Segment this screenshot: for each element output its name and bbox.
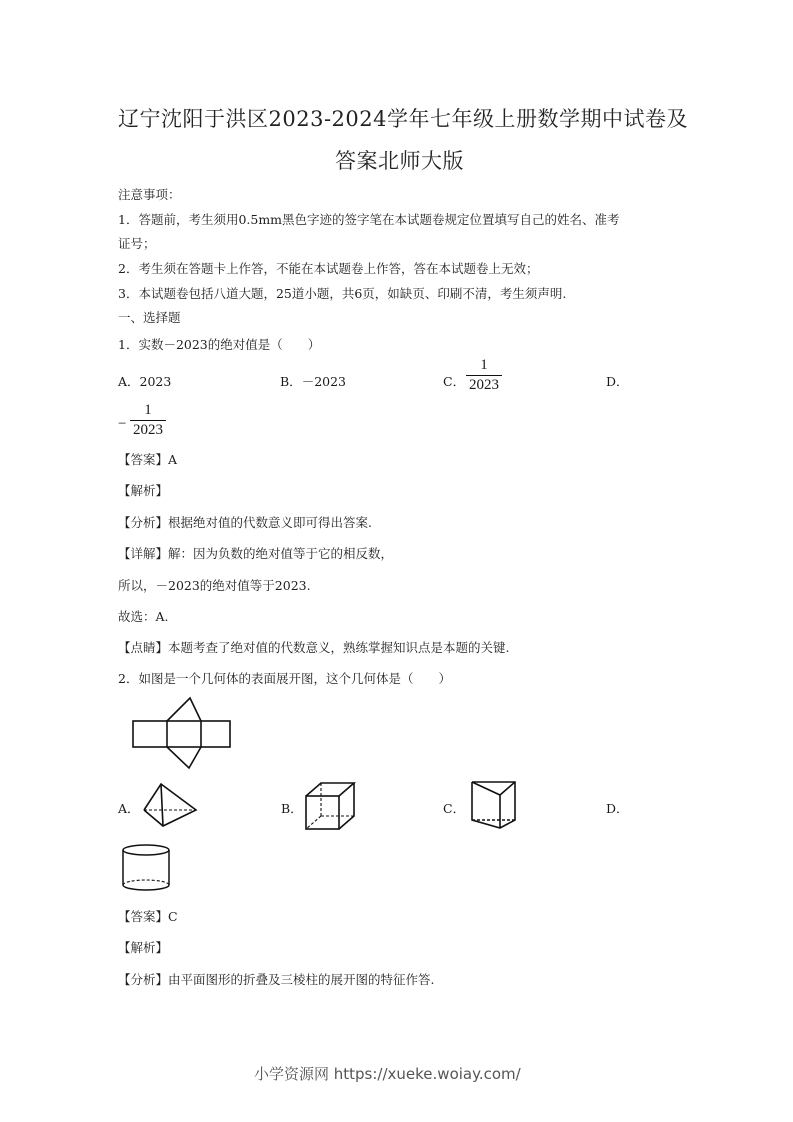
option-value: －2023	[301, 374, 346, 389]
notice-item-1: 1．答题前，考生须用0.5mm黑色字迹的签字笔在本试题卷规定位置填写自己的姓名、准考	[118, 212, 620, 227]
notice-item-1-cont: 证号；	[118, 236, 156, 251]
q1-option-c-label: C．	[443, 374, 466, 389]
q1-dianjing: 【点睛】本题考查了绝对值的代数意义，熟练掌握知识点是本题的关键.	[118, 640, 510, 655]
numerator: 1	[480, 357, 488, 373]
notice-item-2: 2．考生须在答题卡上作答，不能在本试题卷上作答，答在本试题卷上无效；	[118, 261, 539, 276]
q1-analysis-heading: 【解析】	[118, 483, 169, 498]
net-figure-icon	[130, 695, 235, 775]
footer-watermark: 小学资源网 https://xueke.woiay.com/	[254, 1065, 521, 1083]
q2-answer: 【答案】C	[118, 909, 178, 924]
q1-choice: 故选：A.	[118, 609, 169, 624]
q2-option-b-label: B．	[281, 801, 303, 816]
q1-option-d-fraction	[130, 402, 166, 439]
q1-fenxi: 【分析】根据绝对值的代数意义即可得出答案.	[118, 515, 372, 530]
denominator: 2023	[469, 377, 499, 393]
q2-analysis-heading: 【解析】	[118, 940, 169, 955]
numerator: 1	[144, 402, 152, 418]
document-title-line1: 辽宁沈阳于洪区2023-2024学年七年级上册数学期中试卷及	[118, 107, 688, 131]
triangular-prism-icon	[470, 780, 518, 830]
document-title-line2: 答案北师大版	[335, 149, 464, 173]
q2-option-d-label: D．	[606, 801, 629, 816]
option-label: A．	[118, 374, 140, 389]
q1-option-d-sign: −	[118, 416, 127, 432]
q1-solution-line: 所以，－2023的绝对值等于2023.	[118, 578, 311, 593]
q1-option-d-label: D．	[606, 374, 629, 389]
q2-option-a-label: A．	[118, 801, 140, 816]
notice-item-3: 3．本试题卷包括八道大题，25道小题，共6页，如缺页、印刷不清，考生须声明.	[118, 286, 567, 301]
q1-option-c-fraction	[466, 357, 502, 394]
q1-option-a	[118, 372, 171, 390]
fraction-bar	[466, 375, 502, 376]
denominator: 2023	[133, 422, 163, 438]
q1-xiangjie: 【详解】解：因为负数的绝对值等于它的相反数，	[118, 546, 394, 561]
q2-fenxi: 【分析】由平面图形的折叠及三棱柱的展开图的特征作答.	[118, 972, 435, 987]
q1-option-b	[280, 372, 346, 390]
q2-option-c-label: C．	[443, 801, 466, 816]
q1-answer: 【答案】A	[118, 452, 178, 467]
option-label: B．	[280, 374, 302, 389]
cube-icon	[304, 781, 359, 831]
question-2-stem: 2．如图是一个几何体的表面展开图，这个几何体是（ ）	[118, 671, 451, 686]
triangular-pyramid-icon	[142, 782, 200, 827]
option-value: 2023	[139, 374, 172, 389]
question-1-stem: 1．实数－2023的绝对值是（ ）	[118, 337, 321, 352]
notice-heading: 注意事项：	[118, 187, 181, 202]
section-heading: 一、选择题	[118, 310, 181, 325]
cylinder-icon	[120, 843, 172, 893]
fraction-bar	[130, 420, 166, 421]
